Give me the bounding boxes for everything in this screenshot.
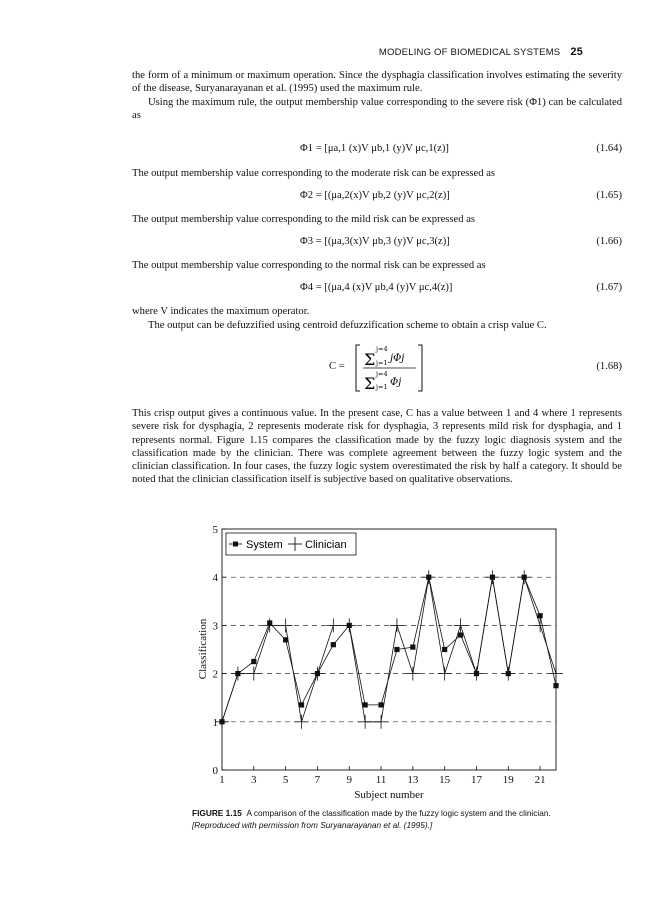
- y-axis-label: Classification: [197, 618, 209, 680]
- clinician-point: [454, 618, 468, 632]
- page-number: 25: [570, 46, 583, 58]
- clinician-point: [247, 667, 261, 681]
- plot-frame: [222, 529, 556, 770]
- clinician-point: [342, 618, 356, 632]
- sum-upper: j=4: [376, 370, 388, 378]
- paragraph-4: The output membership value corresponding to the mild risk can be expressed as: [132, 214, 476, 225]
- system-point: [378, 702, 383, 707]
- y-tick-label: 4: [212, 572, 218, 585]
- system-point: [331, 642, 336, 647]
- equation-number: (1.65): [596, 190, 622, 201]
- header-title: MODELING OF BIOMEDICAL SYSTEMS: [378, 47, 561, 58]
- clinician-point: [231, 667, 245, 681]
- caption-label: FIGURE 1.15: [192, 808, 242, 818]
- paragraph-7: The output can be defuzzified using centroid defuzzification scheme to obtain a crisp value C.: [148, 320, 547, 331]
- equation-lhs: C =: [329, 361, 345, 372]
- clinician-point: [469, 667, 483, 681]
- clinician-point: [422, 570, 436, 584]
- system-point: [442, 647, 447, 652]
- x-tick-label: 3: [251, 774, 257, 786]
- x-tick-label: 7: [314, 774, 321, 786]
- clinician-point: [517, 570, 531, 584]
- sum-icon: Σ: [364, 350, 376, 369]
- clinician-series-line: [222, 577, 556, 722]
- equation-text: Φ3 = [(μa,3(x)V μb,3 (y)V μc,3(z)]: [300, 236, 450, 247]
- y-tick-label: 0: [212, 765, 218, 777]
- x-axis-label: Subject number: [354, 789, 424, 801]
- y-tick-label: 2: [212, 668, 218, 681]
- x-tick-label: 21: [534, 774, 546, 786]
- x-tick-label: 11: [375, 774, 387, 786]
- legend: [226, 533, 356, 555]
- x-tick-label: 5: [282, 774, 289, 786]
- equation-text: Φ1 = [μa,1 (x)V μb,1 (y)V μc,1(z)]: [300, 143, 449, 154]
- clinician-point: [358, 715, 372, 729]
- clinician-point: [549, 667, 563, 681]
- clinician-point: [295, 715, 309, 729]
- equation-number: (1.64): [596, 143, 622, 154]
- clinician-point: [485, 570, 499, 584]
- system-point: [251, 659, 256, 664]
- figure-caption: [192, 808, 572, 831]
- system-series-line: [222, 577, 556, 722]
- paragraph-5: The output membership value corresponding to the normal risk can be expressed as: [132, 260, 486, 271]
- clinician-point: [438, 667, 452, 681]
- paragraph-3: The output membership value corresponding to the moderate risk can be expressed as: [132, 168, 496, 179]
- equation-text: Φ4 = [(μa,4 (x)V μb,4 (y)V μc,4(z)]: [300, 282, 453, 293]
- system-point: [537, 613, 542, 618]
- clinician-point: [310, 667, 324, 681]
- system-point: [553, 683, 558, 688]
- denominator: Φj: [390, 377, 402, 388]
- y-tick-label: 5: [212, 524, 218, 536]
- clinician-point: [533, 618, 547, 632]
- paragraph-6: where V indicates the maximum operator.: [132, 306, 310, 317]
- system-point: [458, 632, 463, 637]
- system-marker-icon: [233, 542, 238, 547]
- paragraph-1: the form of a minimum or maximum operation. Since the dysphagia classification involves estimating the severity of the disease, Suryanarayanan et al. (1995) used the maximum rule.: [132, 70, 622, 95]
- system-point: [394, 647, 399, 652]
- clinician-point: [406, 667, 420, 681]
- clinician-point: [279, 618, 293, 632]
- sum-lower: j=1: [376, 383, 388, 391]
- numerator: jΦj: [390, 353, 405, 364]
- clinician-point: [374, 715, 388, 729]
- caption-credit: [Reproduced with permission from Suryanarayanan et al. (1995).]: [192, 819, 433, 830]
- x-tick-label: 15: [439, 774, 451, 786]
- caption-text: A comparison of the classification made by the fuzzy logic system and the clinician.: [246, 808, 551, 818]
- x-tick-label: 17: [470, 774, 482, 786]
- legend-system: System: [246, 539, 283, 551]
- equation-number: (1.66): [596, 236, 622, 247]
- y-tick-label: 1: [212, 716, 218, 729]
- clinician-point: [501, 667, 515, 681]
- paragraph-2: Using the maximum rule, the output membership value corresponding to the severe risk (Φ1) can be calculated as: [132, 97, 622, 122]
- system-point: [363, 702, 368, 707]
- x-tick-label: 1: [219, 774, 225, 786]
- equation-number: (1.67): [596, 282, 622, 293]
- sum-icon: Σ: [364, 374, 376, 393]
- equation-number: (1.68): [596, 361, 622, 372]
- clinician-point: [263, 618, 277, 632]
- y-tick-label: 3: [212, 620, 218, 633]
- sum-lower: j=1: [376, 359, 388, 367]
- legend-clinician: Clinician: [305, 539, 347, 551]
- paragraph-8: This crisp output gives a continuous value. In the present case, C has a value between 1 and 4 where 1 represents severe risk for dysphagia, 2 represents moderate risk for dysphagia, 3 represents mild risk for dysphagia, and 1 represents normal. Figure 1.15 compares the classification made by the fuzzy logic diagnosis system and the classification made by the clinician. There was complete agreement between the fuzzy logic system and the clinician classification. In four cases, the fuzzy logic system overestimated the risk by half a category. It should be noted that the clinician classification itself is subjective based on qualitative observations.: [132, 408, 622, 486]
- clinician-point: [326, 618, 340, 632]
- x-tick-label: 13: [407, 774, 419, 786]
- system-point: [299, 702, 304, 707]
- x-tick-label: 19: [502, 774, 514, 786]
- clinician-point: [390, 618, 404, 632]
- equation-text: Φ2 = [(μa,2(x)V μb,2 (y)V μc,2(z)]: [300, 190, 450, 201]
- x-tick-label: 9: [346, 774, 352, 786]
- system-point: [410, 644, 415, 649]
- sum-upper: j=4: [376, 345, 388, 353]
